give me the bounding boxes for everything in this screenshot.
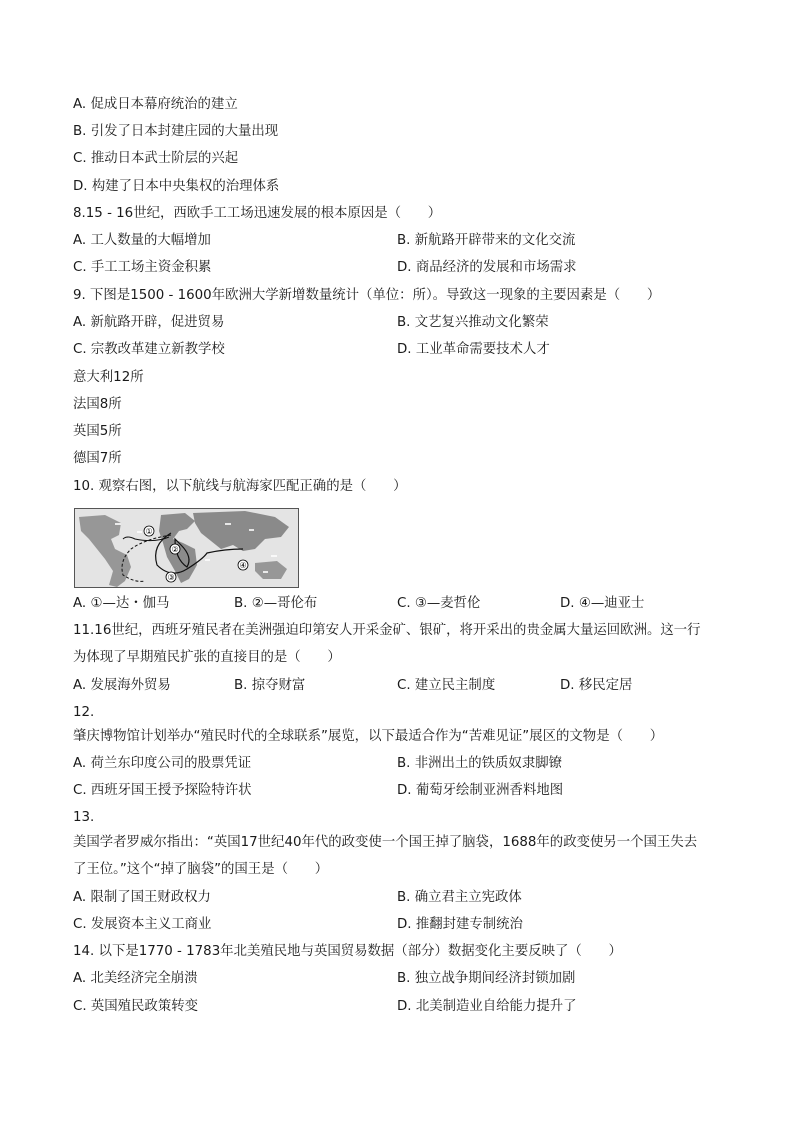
q14-option-c: C. 英国殖民政策转变 <box>73 999 198 1014</box>
q9-stat-italy: 意大利12所 <box>73 370 144 385</box>
voyage-map-image <box>74 508 299 588</box>
q9-option-d: D. 工业革命需要技术人才 <box>397 342 550 357</box>
map-route-label-1: ① <box>145 527 153 536</box>
q8-option-a: A. 工人数量的大幅增加 <box>73 233 211 248</box>
q10-option-c: C. ③—麦哲伦 <box>397 596 481 611</box>
q13-option-a: A. 限制了国王财政权力 <box>73 890 211 905</box>
q7-option-c: C. 推动日本武士阶层的兴起 <box>73 151 239 166</box>
q11-option-b: B. 掠夺财富 <box>234 678 306 693</box>
q13-option-d: D. 推翻封建专制统治 <box>397 917 523 932</box>
q8-option-d: D. 商品经济的发展和市场需求 <box>397 260 577 275</box>
q9-stem: 9. 下图是1500 - 1600年欧洲大学新增数量统计（单位：所）。导致这一现象的主要因素是（ ） <box>73 288 661 303</box>
q9-option-a: A. 新航路开辟，促进贸易 <box>73 315 225 330</box>
q14-stem: 14. 以下是1770 - 1783年北美殖民地与英国贸易数据（部分）数据变化主要反映了（ ） <box>73 944 622 959</box>
q9-option-b: B. 文艺复兴推动文化繁荣 <box>397 315 549 330</box>
q7-option-a: A. 促成日本幕府统治的建立 <box>73 97 238 112</box>
q12-number: 12. <box>73 705 95 720</box>
q8-option-b: B. 新航路开辟带来的文化交流 <box>397 233 576 248</box>
map-route-label-2: ② <box>171 545 179 554</box>
q11-option-d: D. 移民定居 <box>560 678 633 693</box>
q9-option-c: C. 宗教改革建立新教学校 <box>73 342 225 357</box>
q11-option-a: A. 发展海外贸易 <box>73 678 171 693</box>
q10-stem: 10. 观察右图，以下航线与航海家匹配正确的是（ ） <box>73 479 407 494</box>
q12-option-b: B. 非洲出土的铁质奴隶脚镣 <box>397 756 562 771</box>
q13-option-b: B. 确立君主立宪政体 <box>397 890 522 905</box>
q13-number: 13. <box>73 810 95 825</box>
q9-stat-england: 英国5所 <box>73 424 122 439</box>
q14-option-a: A. 北美经济完全崩溃 <box>73 971 198 986</box>
q9-stat-germany: 德国7所 <box>73 451 122 466</box>
q7-option-b: B. 引发了日本封建庄园的大量出现 <box>73 124 279 139</box>
q14-option-d: D. 北美制造业自给能力提升了 <box>397 999 577 1014</box>
q11-stem-line1: 11.16世纪，西班牙殖民者在美洲强迫印第安人开采金矿、银矿，将开采出的贵金属大量运回欧洲。这一行 <box>73 623 701 638</box>
q10-option-a: A. ①—达・伽马 <box>73 596 170 611</box>
map-route-label-3: ③ <box>167 573 175 582</box>
q12-option-a: A. 荷兰东印度公司的股票凭证 <box>73 756 252 771</box>
q10-option-b: B. ②—哥伦布 <box>234 596 318 611</box>
map-route-label-4: ④ <box>239 561 247 570</box>
q10-option-d: D. ④—迪亚士 <box>560 596 645 611</box>
q13-stem-line1: 美国学者罗威尔指出：“英国17世纪40年代的政变使一个国王掉了脑袋，1688年的政变使另一个国王失去 <box>73 835 698 850</box>
q14-option-b: B. 独立战争期间经济封锁加剧 <box>397 971 576 986</box>
q7-option-d: D. 构建了日本中央集权的治理体系 <box>73 179 280 194</box>
q13-stem-line2: 了王位。”这个“掉了脑袋”的国王是（ ） <box>73 862 329 877</box>
q8-option-c: C. 手工工场主资金积累 <box>73 260 212 275</box>
q8-stem: 8.15 - 16世纪，西欧手工工场迅速发展的根本原因是（ ） <box>73 206 442 221</box>
q12-option-c: C. 西班牙国王授予探险特许状 <box>73 783 252 798</box>
q12-stem: 肇庆博物馆计划举办“殖民时代的全球联系”展览，以下最适合作为“苦难见证”展区的文物是（ ） <box>73 729 664 744</box>
q9-stat-france: 法国8所 <box>73 397 122 412</box>
q12-option-d: D. 葡萄牙绘制亚洲香料地图 <box>397 783 564 798</box>
q13-option-c: C. 发展资本主义工商业 <box>73 917 212 932</box>
q11-stem-line2: 为体现了早期殖民扩张的直接目的是（ ） <box>73 650 341 665</box>
q11-option-c: C. 建立民主制度 <box>397 678 496 693</box>
